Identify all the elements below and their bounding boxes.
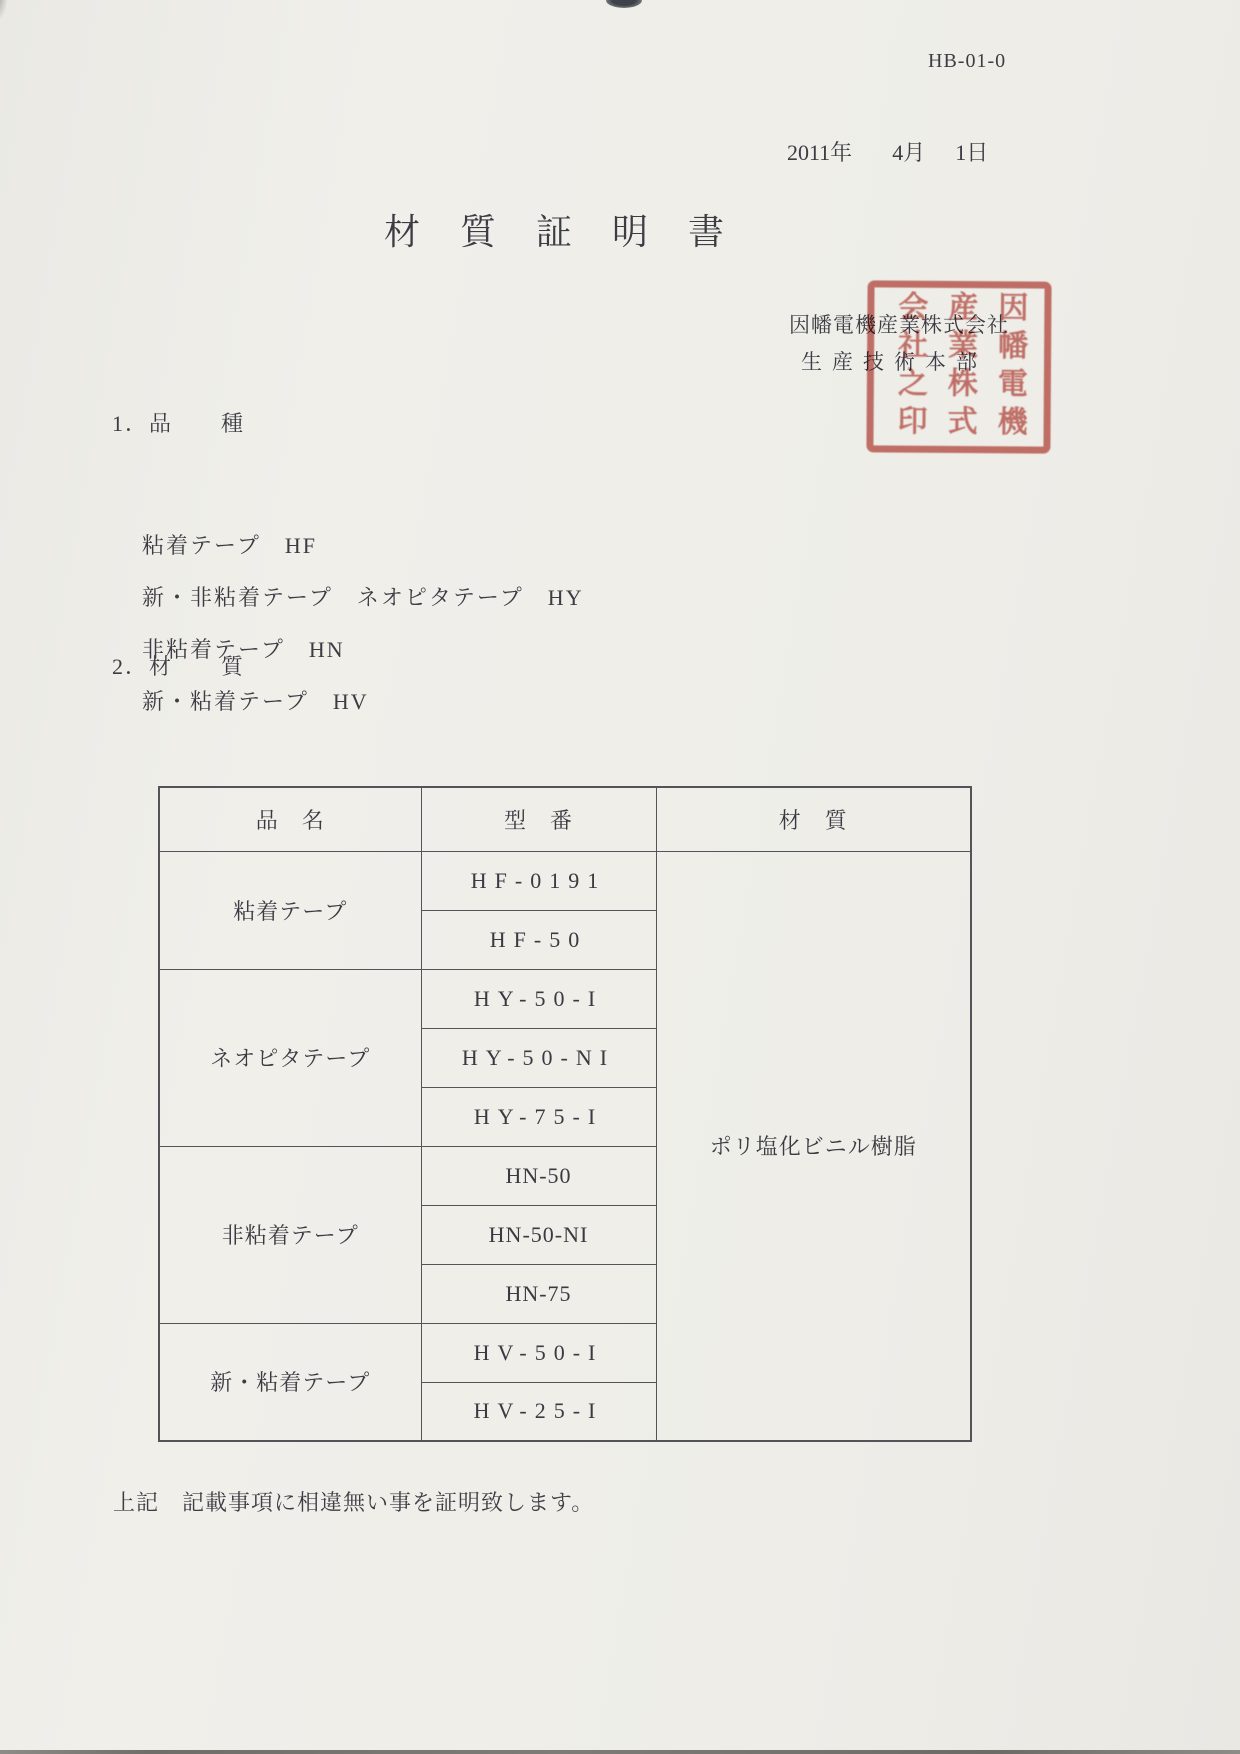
product-list-item: 非粘着テープ HN (142, 637, 345, 662)
section-heading-materials: 2．材 質 (112, 654, 246, 679)
company-name: 因幡電機産業株式会社 (789, 313, 1009, 337)
product-name-cell: 新・粘着テープ (159, 1323, 421, 1441)
issue-date-day: 1日 (955, 140, 989, 165)
company-department: 生産技術本部 (801, 350, 987, 374)
issue-date-month: 4月 (892, 140, 926, 165)
issue-date (787, 136, 988, 167)
model-number-cell: HY-75-I (421, 1087, 656, 1146)
table-header-row (159, 787, 971, 851)
page-title: 材 質 証 明 書 (384, 212, 727, 252)
model-number-cell: HN-50-NI (421, 1205, 656, 1264)
scan-corner-smudge (0, 0, 8, 22)
material-cell: ポリ塩化ビニル樹脂 (656, 851, 971, 1441)
table-row (159, 851, 971, 910)
product-name-cell: 非粘着テープ (159, 1146, 421, 1323)
doc-number: HB-01-0 (928, 50, 1007, 72)
certification-statement: 上記 記載事項に相違無い事を証明致します。 (113, 1490, 595, 1515)
model-number-cell: HV-50-I (421, 1323, 656, 1382)
product-list-item: 新・粘着テープ HV (142, 689, 369, 714)
materials-table-body (159, 851, 971, 1441)
seal-text-column: 会社之印 (892, 290, 927, 443)
issue-date-year: 2011年 (787, 140, 853, 165)
product-list-item: 粘着テープ HF (142, 533, 318, 558)
company-seal-stamp (866, 280, 1051, 453)
seal-text-column: 因幡電機 (992, 291, 1027, 444)
model-number-cell: HF-0191 (421, 851, 656, 910)
product-list-item: 新・非粘着テープ ネオピタテープ HY (142, 585, 584, 610)
col-header-material: 材 質 (656, 787, 971, 851)
model-number-cell: HY-50-NI (421, 1028, 656, 1087)
model-number-cell: HF-50 (421, 910, 656, 969)
model-number-cell: HN-75 (421, 1264, 656, 1323)
col-header-model-number: 型 番 (421, 787, 656, 851)
seal-text-column: 産業株式 (942, 290, 977, 444)
staple-mark (606, 0, 642, 8)
col-header-product-name: 品 名 (159, 787, 421, 851)
model-number-cell: HV-25-I (421, 1382, 656, 1441)
model-number-cell: HN-50 (421, 1146, 656, 1205)
product-list (142, 520, 584, 728)
product-name-cell: ネオピタテープ (159, 969, 421, 1146)
model-number-cell: HY-50-I (421, 969, 656, 1028)
materials-table (158, 786, 972, 1442)
section-heading-products: 1．品 種 (112, 411, 246, 436)
scan-edge (0, 1750, 1240, 1754)
product-name-cell: 粘着テープ (159, 851, 421, 969)
